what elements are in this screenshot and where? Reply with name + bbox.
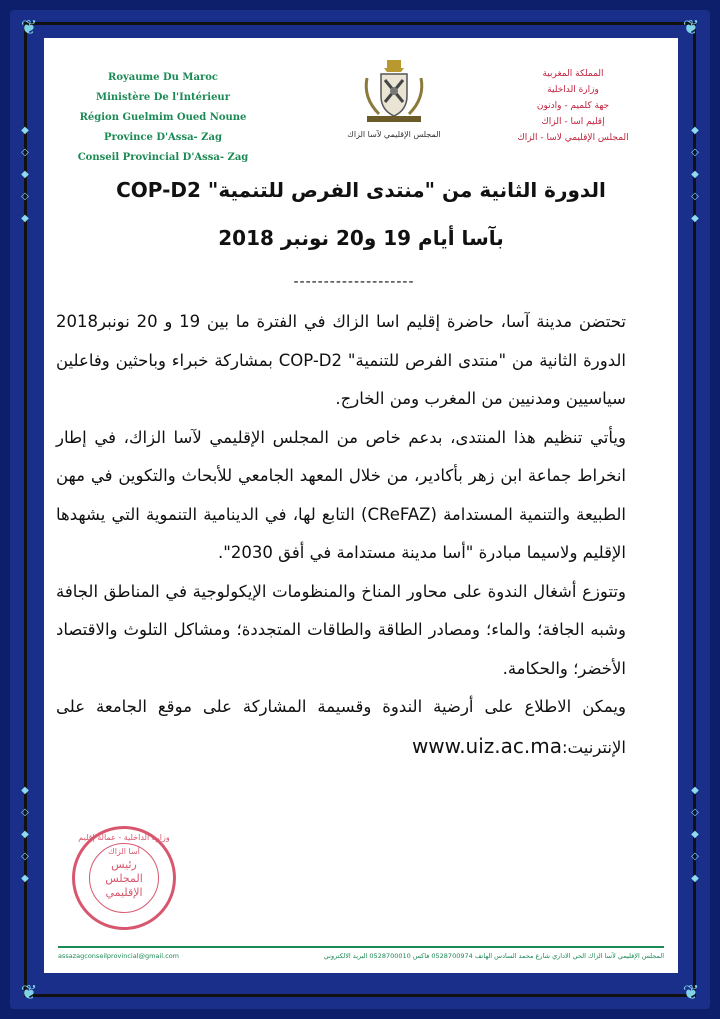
header-ar-line: جهة كلميم - وادنون <box>536 101 610 111</box>
website-link[interactable]: www.uiz.ac.ma <box>411 733 562 758</box>
header-ar-line: المملكة المغربية <box>542 69 604 79</box>
footer-email[interactable]: assazagconseilprovincial@gmail.com <box>58 952 180 960</box>
header-ar-line: وزارة الداخلية <box>547 85 599 95</box>
paragraph: وتتوزع أشغال الندوة على محاور المناخ والمنظومات الإيكولوجية في المناطق الجافة وشبه الجافة؛ والماء؛ ومصادر الطاقة والطاقات المتجددة؛ ومشاكل التلوث والاقتصاد الأخضر؛ والحكامة. <box>56 581 626 678</box>
header-fr-line: Ministère De l'Intérieur <box>96 92 230 103</box>
body-text <box>56 303 666 767</box>
paragraph: تحتضن مدينة آسا، حاضرة إقليم اسا الزاك في الفترة ما بين 19 و 20 نونبر2018 الدورة الثانية من "منتدى الفرص للتنمية" COP-D2 بمشاركة خبراء وباحثين وفاعلين سياسيين ومدنيين من المغرب ومن الخارج. <box>56 312 626 408</box>
document-subtitle: بآسا أيام 19 و20 نونبر 2018 <box>218 226 504 250</box>
header-fr-line: Région Guelmim Oued Noune <box>79 112 247 123</box>
stamp-outer-text: وزارة الداخلية - عمالة إقليم أسا الزاك <box>78 833 170 856</box>
header-arabic <box>488 66 658 146</box>
paragraph: ويأتي تنظيم هذا المنتدى، بدعم خاص من المجلس الإقليمي لآسا الزاك، في إطار انخراط جماعة ابن زهر بأكادير، من خلال المعهد الجامعي للأبحاث والتكوين في مهن الطبيعة والتنمية المستدامة (CReFAZ) التابع لها، في الدينامية التنموية التي يشهدها الإقليم ولاسيما مبادرة "أسا مدينة مستدامة في أفق 2030". <box>56 427 627 562</box>
side-ornament-icon: ◆ ◇ ◆ ◇ ◆ <box>21 785 29 884</box>
document-page <box>44 38 678 973</box>
stamp-line: الإقليمي <box>105 886 143 899</box>
coat-of-arms-icon <box>359 58 429 124</box>
corner-ornament-icon: ❦ <box>20 15 38 39</box>
paragraph <box>56 688 666 767</box>
header-ar-line: إقليم اسا - الزاك <box>541 117 605 127</box>
paragraph-text: ويمكن الاطلاع على أرضية الندوة وقسيمة المشاركة على موقع الجامعة على الإنترنيت: <box>56 697 626 757</box>
header-ar-line: المجلس الإقليمي لاسا - الزاك <box>517 133 629 143</box>
separator: -------------------- <box>293 274 415 290</box>
footer-divider <box>58 946 664 948</box>
header-fr-line: Province D'Assa- Zag <box>104 132 222 143</box>
corner-ornament-icon: ❦ <box>20 980 38 1004</box>
stamp-line: رئيس <box>111 858 137 871</box>
emblem <box>342 58 446 148</box>
corner-ornament-icon: ❦ <box>682 980 700 1004</box>
header-fr-line: Conseil Provincial D'Assa- Zag <box>77 152 249 163</box>
header-fr-line: Royaume Du Maroc <box>108 72 218 83</box>
document-title: الدورة الثانية من "منتدى الفرص للتنمية" COP-D2 <box>116 178 606 202</box>
emblem-caption: المجلس الإقليمي لآسا الزاك <box>347 130 441 139</box>
stamp-inner <box>89 843 159 913</box>
header-french <box>58 68 268 168</box>
side-ornament-icon: ◆ ◇ ◆ ◇ ◆ <box>691 125 699 224</box>
side-ornament-icon: ◆ ◇ ◆ ◇ ◆ <box>21 125 29 224</box>
official-stamp <box>72 826 176 930</box>
corner-ornament-icon: ❦ <box>682 15 700 39</box>
footer-address: المجلس الإقليمي لآسا الزاك الحي الاداري شارع محمد السادس الهاتف 0528700974 فاكس 0528700010 البريد الالكتروني <box>323 952 664 960</box>
stamp-line: المجلس <box>105 872 143 885</box>
side-ornament-icon: ◆ ◇ ◆ ◇ ◆ <box>691 785 699 884</box>
